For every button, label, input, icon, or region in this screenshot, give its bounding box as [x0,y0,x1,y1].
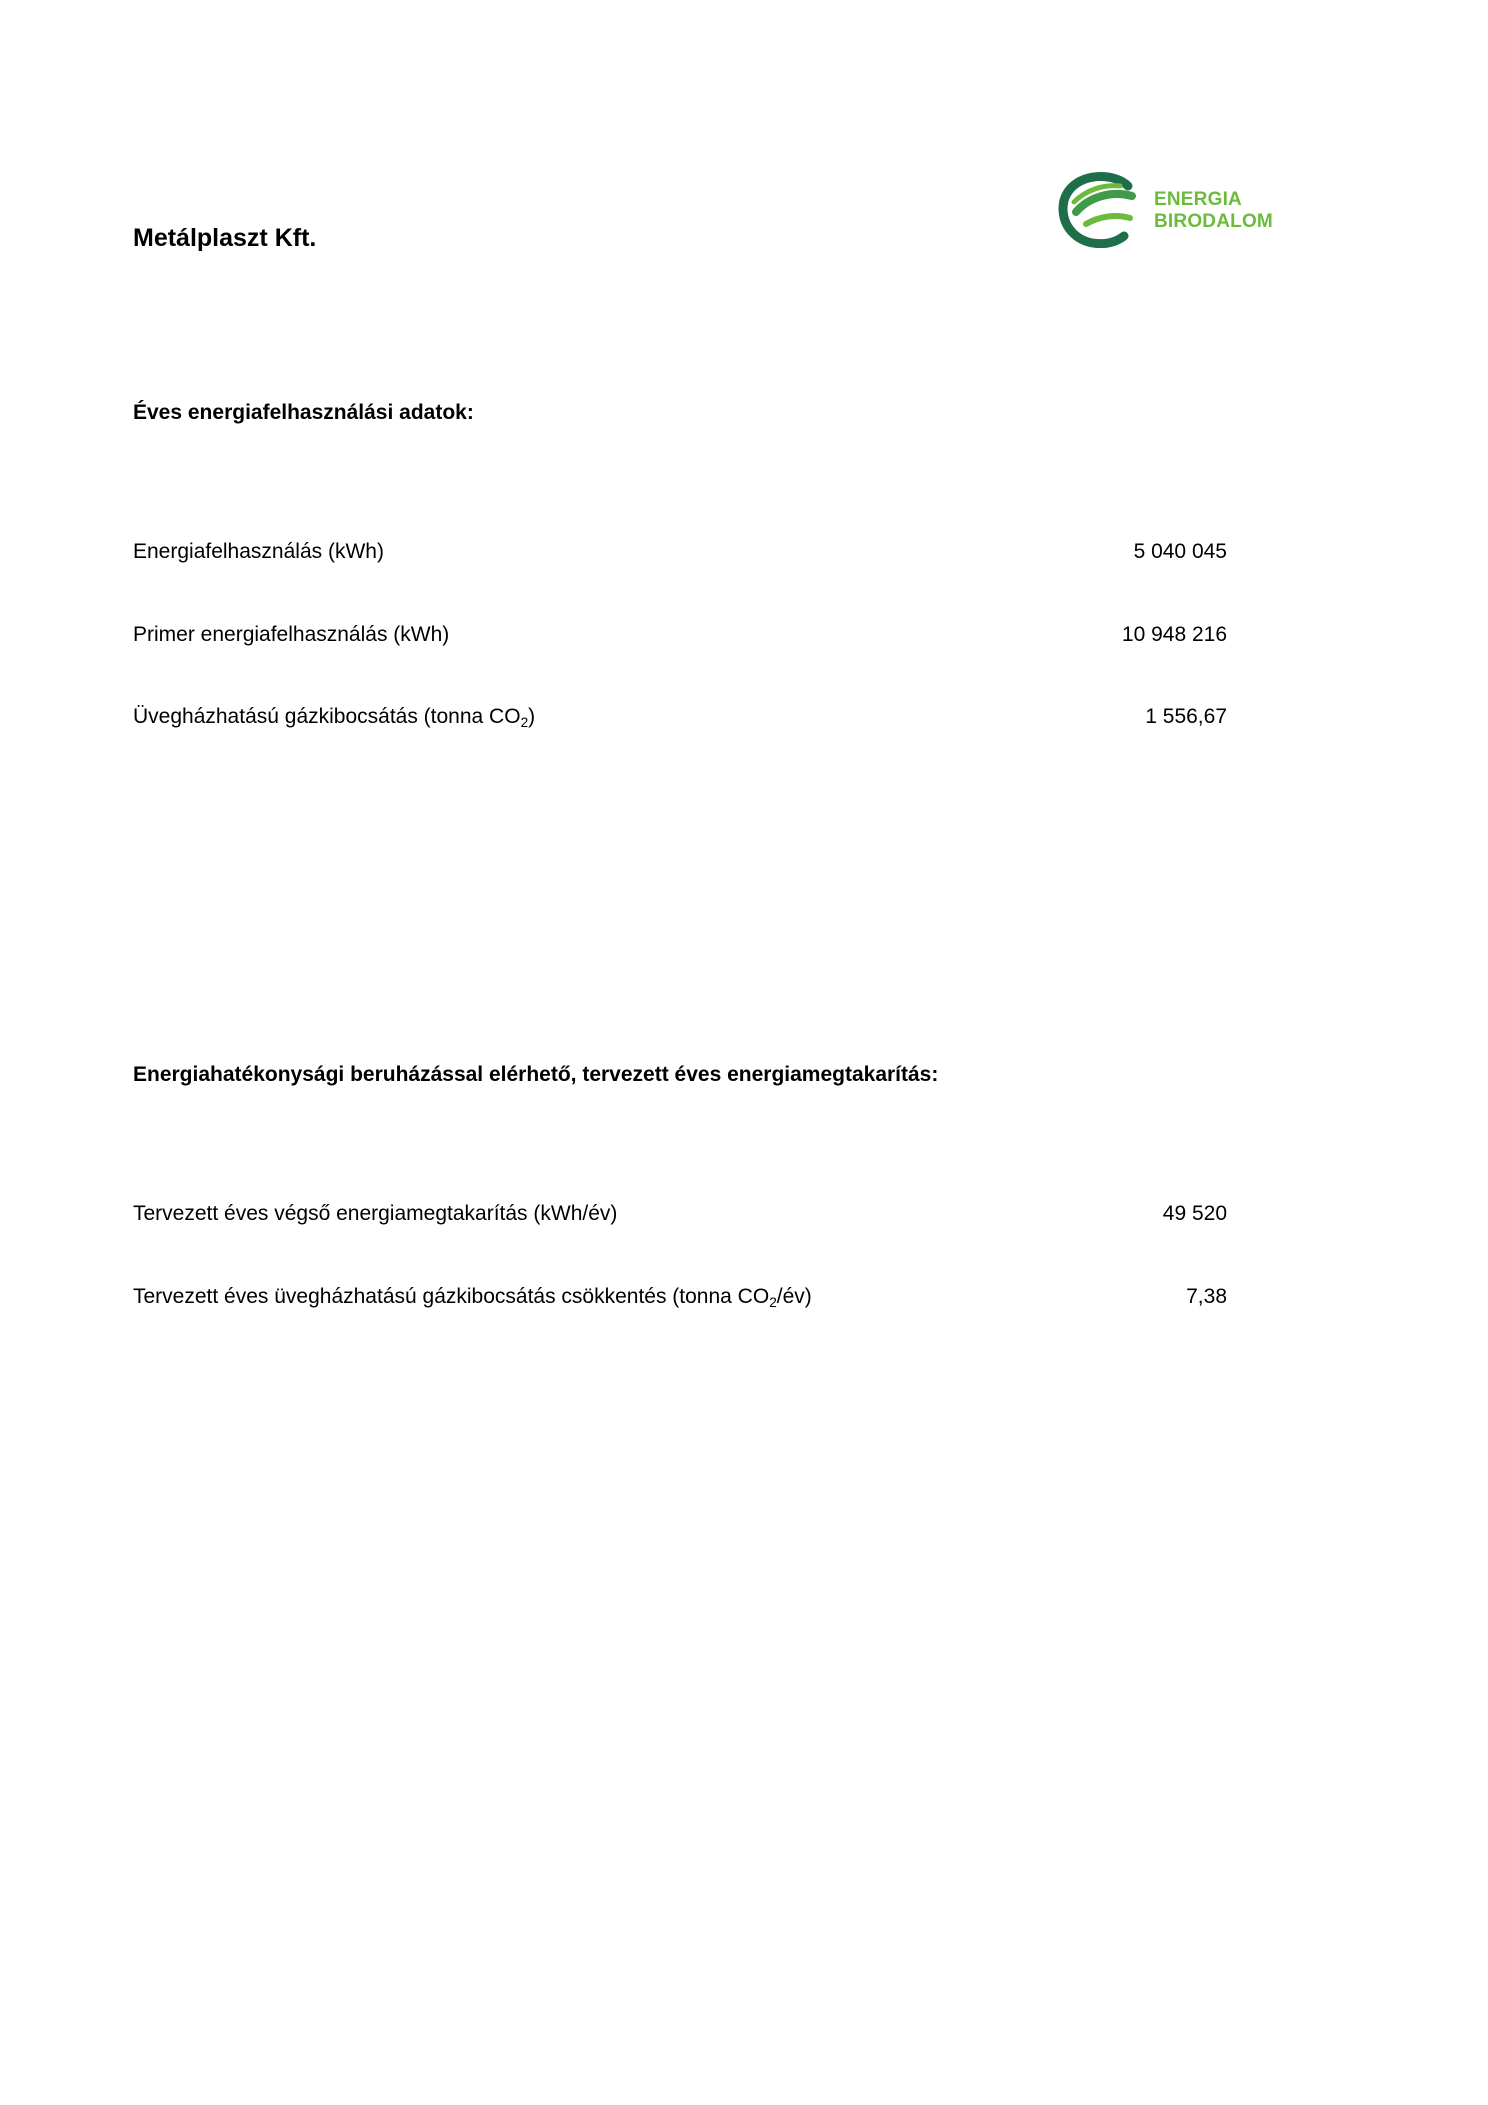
logo-text-line2: BIRODALOM [1154,211,1273,232]
row-value: 10 948 216 [1121,623,1227,646]
row-value: 1 556,67 [1145,705,1227,728]
row-label: Üvegházhatású gázkibocsátás (tonna $CO_2$) [133,705,536,731]
row-label: Primer energiafelhasználás (kWh) [133,623,450,646]
annual-usage-heading: Éves energiafelhasználási adatok: [133,401,474,424]
data-row [133,1285,1227,1315]
data-row [133,705,1227,735]
row-label: Energiafelhasználás (kWh) [133,540,384,563]
row-label: Tervezett éves üvegházhatású gázkibocsátás csökkentés (tonna $CO_2/év$) [133,1285,812,1311]
row-value: 5 040 045 [1133,540,1227,563]
logo-wordmark [1154,189,1273,233]
data-row [133,1202,1227,1232]
energia-birodalom-logo [1058,172,1298,248]
logo-swirl-icon [1058,172,1136,248]
data-row [133,623,1227,653]
row-value: 49 520 [1162,1202,1227,1225]
row-value: 7,38 [1186,1285,1227,1308]
planned-savings-heading: Energiahatékonysági beruházással elérhető, tervezett éves energiamegtakarítás: [133,1063,939,1086]
row-label: Tervezett éves végső energiamegtakarítás (kWh/év) [133,1202,618,1225]
logo-text-line1: ENERGIA [1154,189,1242,210]
data-row [133,540,1227,570]
company-name: Metálplaszt Kft. [133,224,317,252]
